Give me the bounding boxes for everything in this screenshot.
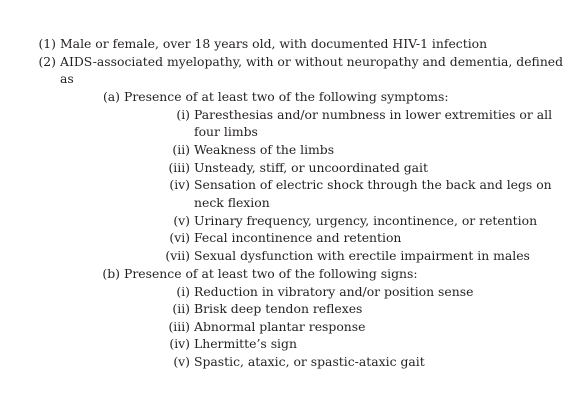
item-text: Lhermitte’s sign xyxy=(194,336,297,351)
symptom-item xyxy=(152,141,334,159)
item-text: Brisk deep tendon reflexes xyxy=(194,301,363,316)
item-text: Sensation of electric shock through the back and legs on xyxy=(194,177,552,192)
item-text: Reduction in vibratory and/or position sense xyxy=(194,284,474,299)
item-text: Spastic, ataxic, or spastic-ataxic gait xyxy=(194,354,425,369)
symptom-item xyxy=(152,159,428,177)
symptom-item xyxy=(152,247,530,265)
sign-item xyxy=(152,283,473,301)
item-number: (vi) xyxy=(169,230,190,245)
item-text: Weakness of the limbs xyxy=(194,142,335,157)
item-text: Fecal incontinence and retention xyxy=(194,230,402,245)
item-number: (v) xyxy=(173,354,190,369)
item-text: Abnormal plantar response xyxy=(194,319,366,334)
sign-item xyxy=(152,335,297,353)
item-number: (iii) xyxy=(168,160,190,175)
sign-item xyxy=(152,318,365,336)
subsection-number: (b) xyxy=(102,266,120,281)
item-number: (i) xyxy=(176,107,190,122)
criterion-2-continuation: as xyxy=(60,71,74,86)
criterion-1 xyxy=(32,35,487,53)
criterion-text: AIDS-associated myelopathy, with or without neuropathy and dementia, defined xyxy=(60,54,563,69)
subsection-number: (a) xyxy=(102,89,120,104)
symptoms-heading xyxy=(90,88,449,106)
item-number: (iii) xyxy=(168,319,190,334)
item-number: (ii) xyxy=(172,301,190,316)
subsection-text: Presence of at least two of the following symptoms: xyxy=(124,89,449,104)
criterion-text: Male or female, over 18 years old, with documented HIV-1 infection xyxy=(60,36,488,51)
item-number: (v) xyxy=(173,213,190,228)
item-number: (iv) xyxy=(169,177,190,192)
item-text: Urinary frequency, urgency, incontinence, or retention xyxy=(194,213,538,228)
item-number: (vii) xyxy=(165,248,190,263)
symptom-item-continuation: neck flexion xyxy=(194,195,270,210)
symptom-item xyxy=(152,106,552,124)
item-number: (iv) xyxy=(169,336,190,351)
item-text: Sexual dysfunction with erectile impairment in males xyxy=(194,248,530,263)
symptom-item xyxy=(152,212,537,230)
item-number: (ii) xyxy=(172,142,190,157)
symptom-item xyxy=(152,176,552,194)
symptom-item-continuation: four limbs xyxy=(194,124,258,139)
item-text: Paresthesias and/or numbness in lower extremities or all xyxy=(194,107,553,122)
criterion-number: (1) xyxy=(38,36,56,51)
symptom-item xyxy=(152,229,401,247)
sign-item xyxy=(152,300,362,318)
sign-item xyxy=(152,353,425,371)
item-number: (i) xyxy=(176,284,190,299)
criterion-2 xyxy=(32,53,563,71)
criterion-number: (2) xyxy=(38,54,56,69)
signs-heading xyxy=(90,265,418,283)
item-text: Unsteady, stiff, or uncoordinated gait xyxy=(194,160,428,175)
subsection-text: Presence of at least two of the following signs: xyxy=(124,266,418,281)
